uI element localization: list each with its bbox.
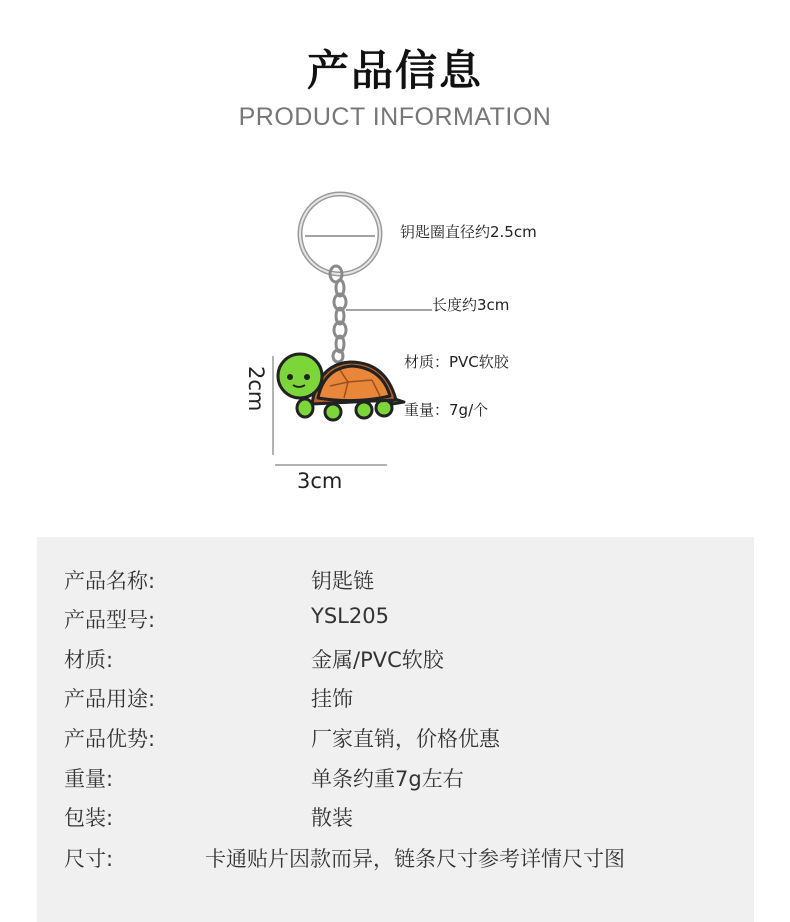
- page-subtitle: PRODUCT INFORMATION: [238, 103, 552, 131]
- spec-row-packaging: [37, 802, 754, 838]
- key-ring-icon: [300, 194, 380, 274]
- spec-value: 厂家直销，价格优惠: [311, 727, 500, 751]
- spec-row-name: [37, 565, 754, 601]
- spec-value: 散装: [311, 806, 353, 830]
- spec-panel: [37, 537, 754, 922]
- spec-label: 重量:: [64, 767, 114, 791]
- spec-label: 尺寸:: [64, 847, 114, 871]
- spec-row-weight: [37, 763, 754, 799]
- material-callout: 材质：PVC软胶: [404, 353, 509, 371]
- spec-label: 产品型号:: [64, 608, 156, 632]
- spec-value: 挂饰: [311, 687, 353, 711]
- spec-row-material: [37, 644, 754, 680]
- spec-label: 包装:: [64, 806, 114, 830]
- spec-row-model: [37, 604, 754, 640]
- spec-label: 产品名称:: [64, 569, 156, 593]
- width-label: 3cm: [297, 469, 343, 493]
- spec-label: 产品优势:: [64, 727, 156, 751]
- chain-icon: [330, 266, 346, 362]
- spec-row-size: [37, 843, 754, 879]
- spec-label: 产品用途:: [64, 687, 156, 711]
- spec-label: 材质:: [64, 648, 114, 672]
- spec-value: 单条约重7g左右: [311, 767, 464, 791]
- spec-value: YSL205: [311, 604, 389, 628]
- spec-value: 卡通贴片因款而异，链条尺寸参考详情尺寸图: [205, 847, 625, 871]
- ring-diameter-callout: 钥匙圈直径约2.5cm: [400, 223, 537, 241]
- height-label: 2cm: [244, 366, 268, 412]
- weight-callout: 重量：7g/个: [404, 401, 489, 419]
- spec-row-usage: [37, 683, 754, 719]
- spec-value: 钥匙链: [311, 569, 374, 593]
- page-title: 产品信息: [306, 46, 483, 95]
- spec-value: 金属/PVC软胶: [311, 648, 444, 672]
- spec-row-advantage: [37, 723, 754, 759]
- length-callout: 长度约3cm: [432, 296, 510, 314]
